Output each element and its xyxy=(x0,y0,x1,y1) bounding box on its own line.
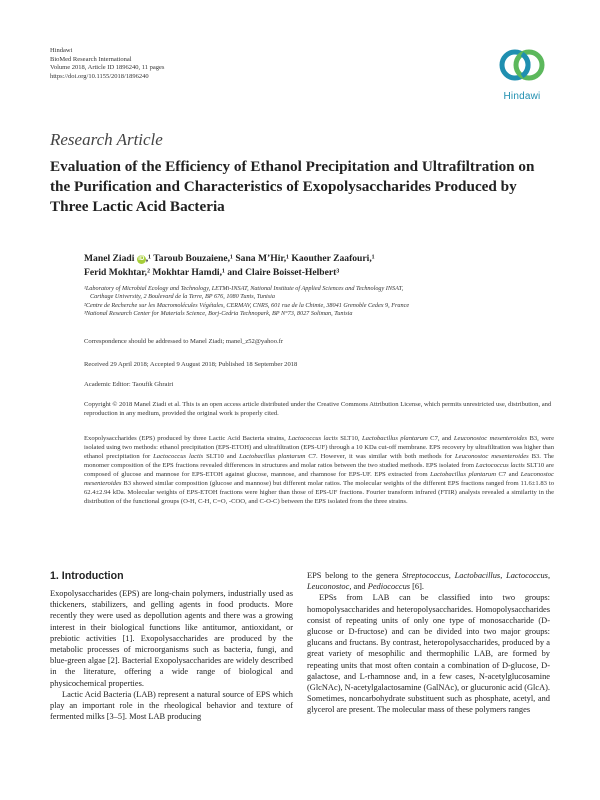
doi-link[interactable]: https://doi.org/10.1155/2018/1896240 xyxy=(50,72,149,80)
volume-info: Volume 2018, Article ID 1896240, 11 pages xyxy=(50,64,165,72)
logo-wordmark: Hindawi xyxy=(503,91,541,102)
body-paragraph: EPSs from LAB can be classified into two groups: homopolysaccharides and heteropolysaccharides. Homopolysaccharides consist of repeating units of only one type of monosaccharide (D-glucose or D-fructose) and can be divided into two major groups: glucans and fructans. By contrast, heteropolysaccharides, produced by a great variety of mesophilic and thermophilic LAB, are formed by repeating units that most often contain a combination of D-glucose, D-galactose, and L-rhamnose and, in a few cases, N-acetylglucosamine (GlcNAc), N-acetylgalactosamine (GalNAc), or glucuronic acid (GlcA). Sometimes, noncarbohydrate substituent such as phosphate, acetyl, and glycerol are present. The molecular mass of these polymers ranges xyxy=(307,593,551,715)
publication-dates: Received 29 April 2018; Accepted 9 August 2018; Published 18 September 2018 xyxy=(84,361,298,368)
body-paragraph: Exopolysaccharides (EPS) are long-chain polymers, industrially used as thickeners, stabilizers, and gelling agents in food products. More recently they were used as depollution agents and there was a growing interest in their biological functions like antitumor, antioxidant, or prebiotic activities [1]. Exopolysaccharides are produced by the metabolic processes of microorganisms such as bacteria, fungi, and blue-green algae [2]. Bacterial Exopolysaccharides are widely described in the literature, offering a wide range of biological and physicochemical properties. xyxy=(50,589,293,688)
journal-header xyxy=(50,47,164,81)
orcid-icon[interactable]: iD xyxy=(138,256,145,262)
affiliation-1-cont: Carthage University, 2 Boulevard de la Terre, BP 676, 1080 Tunis, Tunisia xyxy=(90,293,275,301)
publisher-name: Hindawi xyxy=(50,47,73,54)
authors-line-2: Ferid Mokhtar,² Mokhtar Hamdi,¹ and Claire Boisset-Helbert³ xyxy=(84,267,340,278)
first-author[interactable]: Manel Ziadi xyxy=(84,253,135,264)
copyright-notice: Copyright © 2018 Manel Ziadi et al. This is an open access article distributed under the Creative Commons Attribution License, which permits unrestricted use, distribution, and reproduction in any medium, provided the original work is properly cited. xyxy=(84,401,552,418)
affiliation-1: ¹Laboratory of Microbial Ecology and Technology, LETMi-INSAT, National Institute of Applied Sciences and Technology INSAT, xyxy=(84,285,404,292)
body-paragraph: EPS belong to the genera Streptococcus, Lactobacillus, Lactococcus, Leuconostoc, and Pediococcus [6]. xyxy=(307,571,551,592)
section-heading-introduction: 1. Introduction xyxy=(50,570,124,582)
article-type: Research Article xyxy=(50,130,163,149)
academic-editor: Academic Editor: Taoufik Ghrairi xyxy=(84,381,174,388)
authors-line-1: ,¹ Taroub Bouzaiene,¹ Sana M’Hir,¹ Kaouther Zaafouri,¹ xyxy=(145,253,375,264)
abstract: Exopolysaccharides (EPS) produced by three Lactic Acid Bacteria strains, Lactococcus lactis SLT10, Lactobacillus plantarum C7, and Leuconostoc mesenteroides B3, were isolated using two methods: ethanol precipitation (EPS-ETOH) and ultrafiltration (EPS-UF) through a 10 KDa cut-off membrane. EPS recovery by ultrafiltration was higher than ethanol precipitation for Lactococcus lactis SLT10 and Lactobacillus plantarum C7. However, it was similar with both methods for Leuconostoc mesenteroides B3. The monomer composition of the EPS fractions revealed differences in structures and molar ratios between the two studied methods. EPS isolated from Lactococcus lactis SLT10 are composed of glucose and mannose for EPS-ETOH against glucose, mannose, and rhamnose for EPS-UF. EPS extracted from Lactobacillus plantarum C7 and Leuconostoc mesenteroides B3 showed similar composition (glucose and mannose) but different molar ratios. The molecular weights of the different EPS fractions ranged from 11.6±1.83 to 62.4±2.94 kDa. Molecular weights of EPS-ETOH fractions were higher than those of EPS-UF fractions. Fourier transform infrared (FTIR) analysis revealed a similarity in the distribution of the functional groups (O-H, C-H, C=O, -COO, and C-O-C) between the EPS isolated from the three strains. xyxy=(84,435,555,506)
body-column-left xyxy=(50,588,293,722)
affiliation-3: ³National Research Center for Materials Science, Borj-Cedria Technopark, BP N°73, 8027 Soliman, Tunisia xyxy=(84,310,353,318)
body-column-right xyxy=(307,570,550,716)
correspondence: Correspondence should be addressed to Manel Ziadi; manel_z52@yahoo.fr xyxy=(84,338,284,345)
author-list xyxy=(84,252,544,280)
journal-name: BioMed Research International xyxy=(50,55,132,63)
affiliations xyxy=(84,285,554,319)
affiliation-2: ²Centre de Recherche sur les Macromolécules Végétales, CERMAV, CNRS, 601 rue de la Chimie, 38041 Grenoble Cedex 9, France xyxy=(84,301,410,309)
body-paragraph: Lactic Acid Bacteria (LAB) represent a natural source of EPS which play an important role in the rheological behavior and texture of fermented milks [3–5]. Most LAB producing xyxy=(50,689,293,722)
paper-title: Evaluation of the Efficiency of Ethanol Precipitation and Ultrafiltration on the Purification and Characteristics of Exopolysaccharides Produced by Three Lactic Acid Bacteria xyxy=(50,158,535,215)
